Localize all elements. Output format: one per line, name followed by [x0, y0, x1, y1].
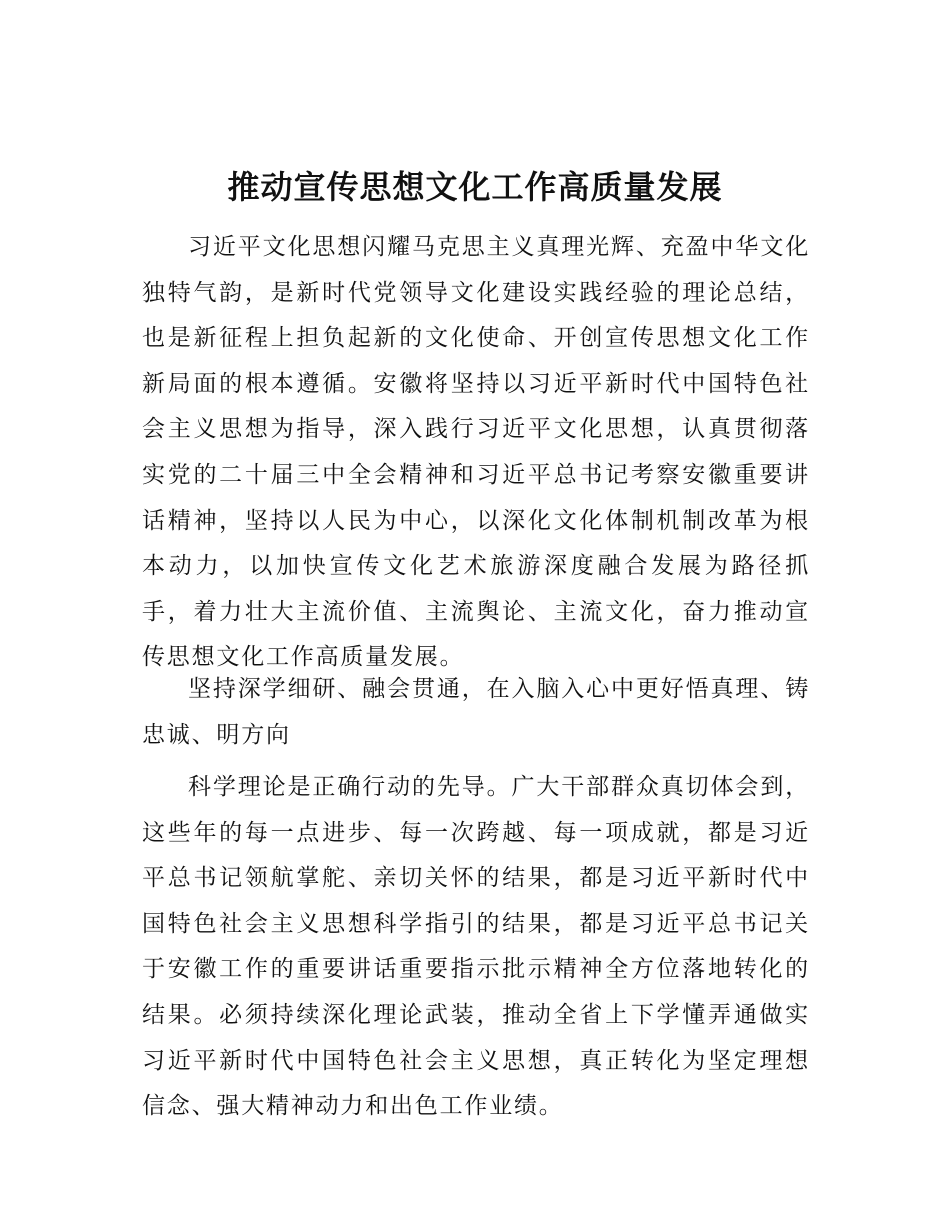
paragraph-body: 科学理论是正确行动的先导。广大干部群众真切体会到，这些年的每一点进步、每一次跨越、每一项成就，都是习近平总书记领航掌舵、亲切关怀的结果，都是习近平新时代中国特色社会主义思想科学指引的结果，都是习近平总书记关于安徽工作的重要讲话重要指示批示精神全方位落地转化的结果。必须持续深化理论武装，推动全省上下学懂弄通做实习近平新时代中国特色社会主义思想，真正转化为坚定理想信念、强大精神动力和出色工作业绩。	[142, 774, 810, 1120]
document-title: 推动宣传思想文化工作高质量发展	[227, 168, 723, 206]
paragraph-intro: 习近平文化思想闪耀马克思主义真理光辉、充盈中华文化独特气韵，是新时代党领导文化建设实践经验的理论总结，也是新征程上担负起新的文化使命、开创宣传思想文化工作新局面的根本遵循。安徽将坚持以习近平新时代中国特色社会主义思想为指导，深入践行习近平文化思想，认真贯彻落实党的二十届三中全会精神和习近平总书记考察安徽重要讲话精神，坚持以人民为中心，以深化文化体制机制改革为根本动力，以加快宣传文化艺术旅游深度融合发展为路径抓手，着力壮大主流价值、主流舆论、主流文化，奋力推动宣传思想文化工作高质量发展。	[142, 234, 810, 671]
paragraph-section-heading: 坚持深学细研、融会贯通，在入脑入心中更好悟真理、铸忠诚、明方向	[142, 676, 810, 748]
